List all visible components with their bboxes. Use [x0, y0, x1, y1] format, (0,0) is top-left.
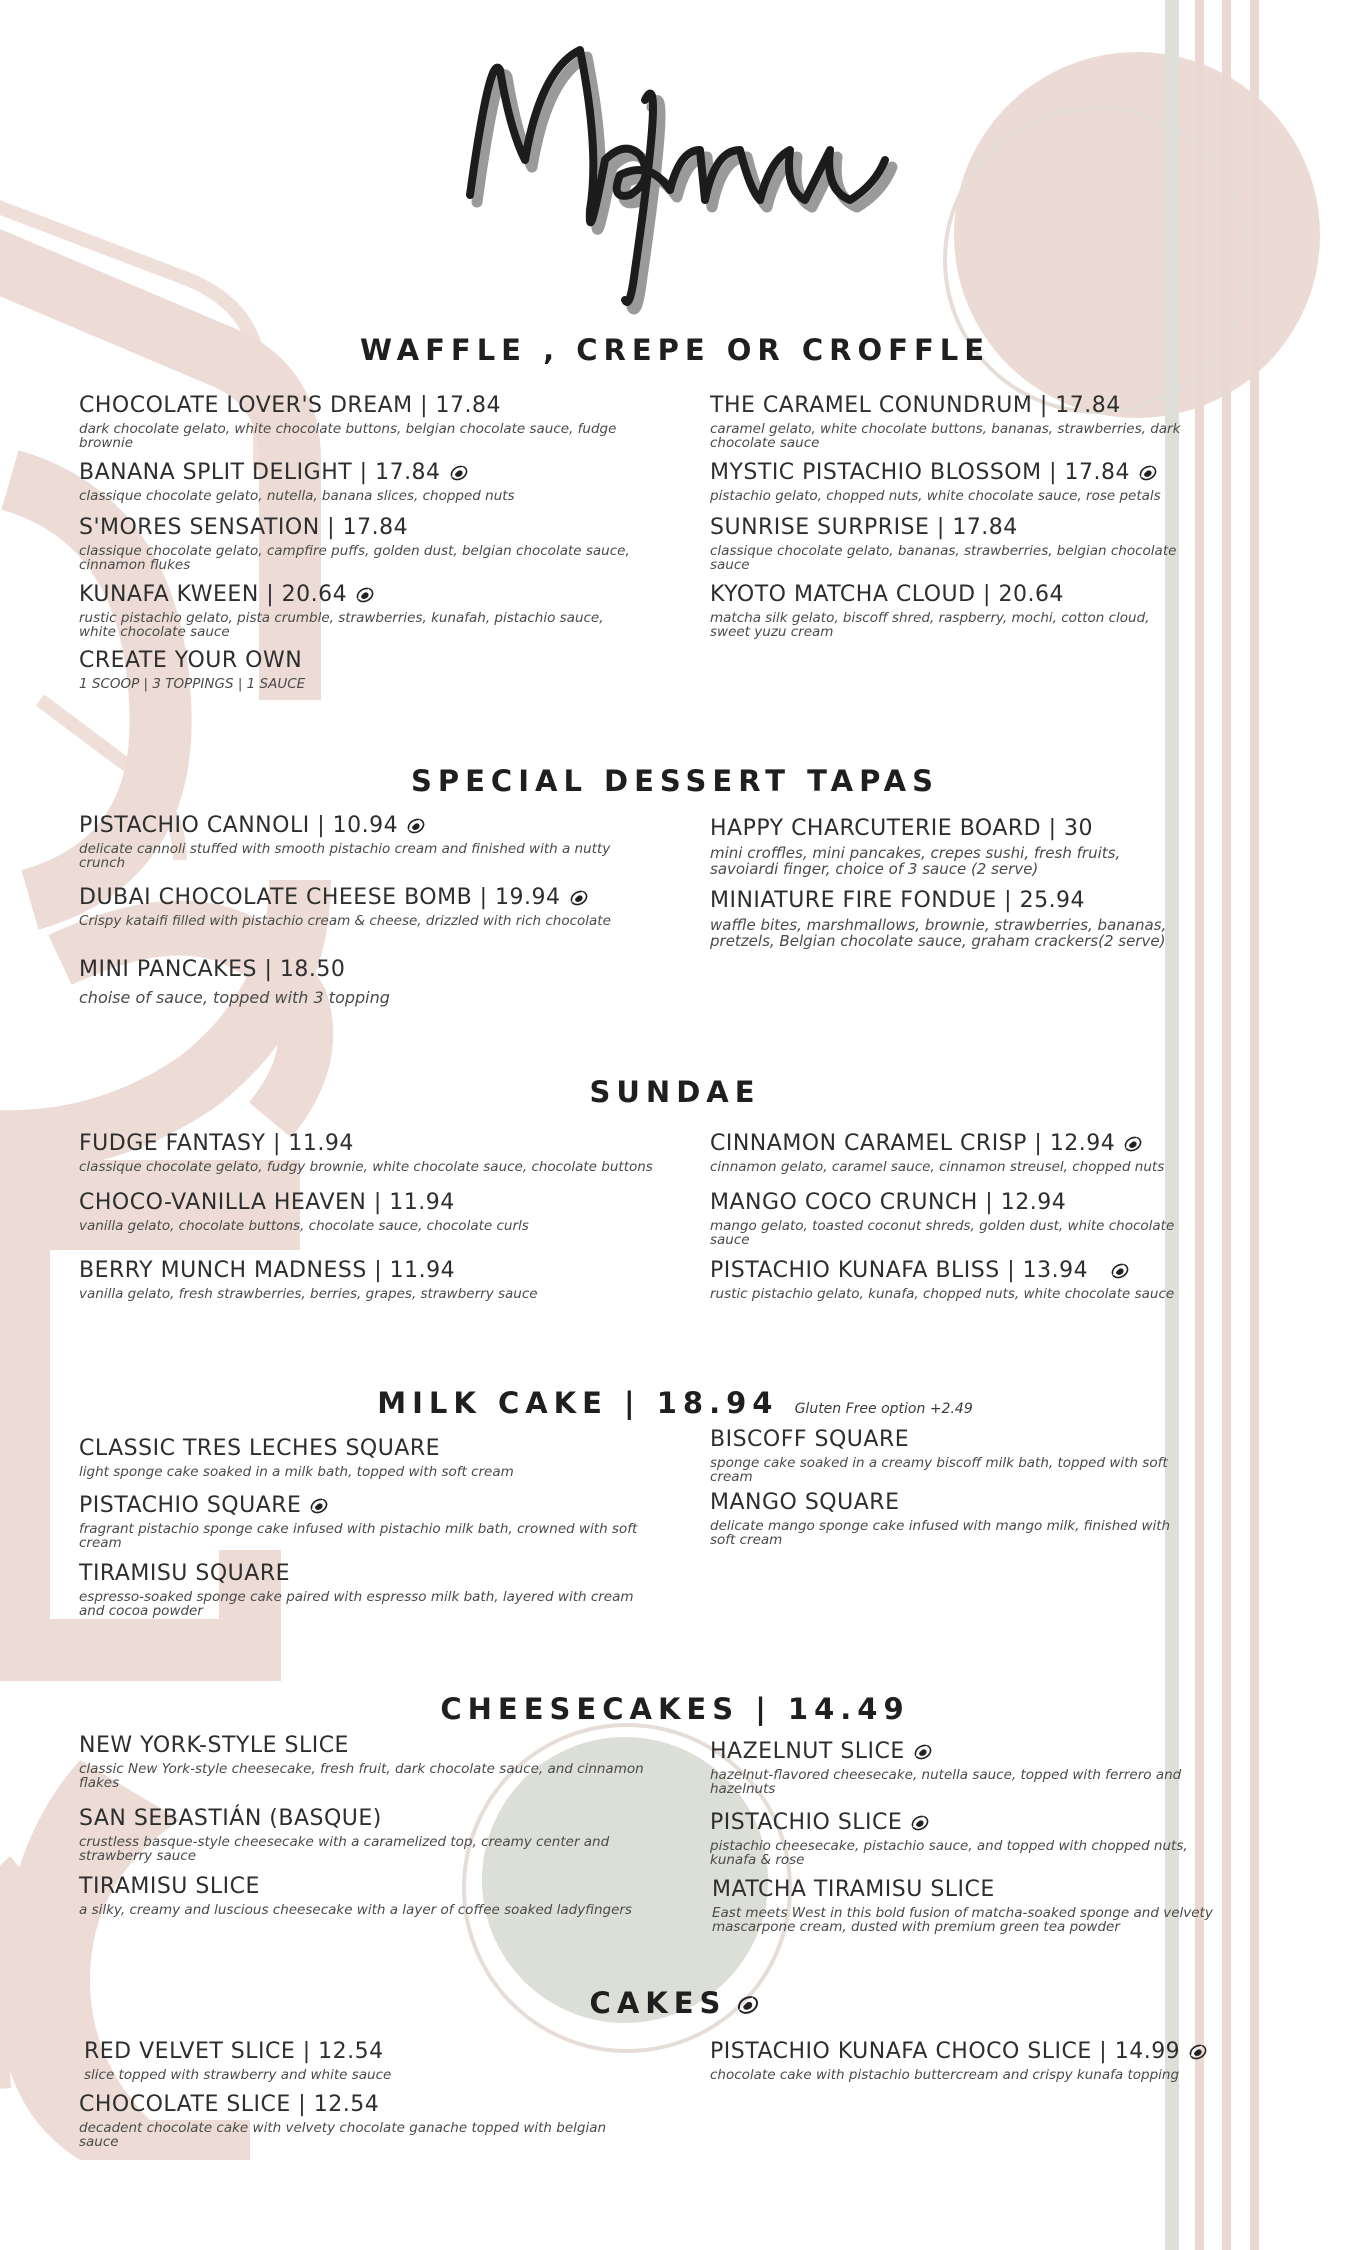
- milkcake-heading-text: MILK CAKE | 18.94: [377, 1386, 779, 1420]
- section-heading-waffle: WAFFLE , CREPE OR CROFFLE: [359, 333, 991, 367]
- item-name: BANANA SPLIT DELIGHT | 17.84: [79, 460, 441, 485]
- pistachio-nut-icon: [1188, 2042, 1208, 2062]
- menu-item: [79, 957, 639, 1007]
- menu-item: [79, 885, 639, 928]
- item-desc: rustic pistachio gelato, kunafa, chopped nuts, white chocolate sauce: [710, 1286, 1175, 1302]
- item-desc: caramel gelato, white chocolate buttons, bananas, strawberries, dark chocolate sauce: [710, 421, 1181, 451]
- item-name: SUNRISE SURPRISE | 17.84: [710, 515, 1018, 540]
- item-desc: rustic pistachio gelato, pista crumble, strawberries, kunafah, pistachio sauce, white chocolate sauce: [79, 610, 604, 640]
- menu-item: [79, 515, 639, 572]
- menu-item: [79, 1258, 679, 1301]
- item-desc: mini croffles, mini pancakes, crepes sushi, fresh fruits, savoiardi finger, choice of 3 sauce (2 serve): [710, 844, 1121, 878]
- menu-item: [79, 1561, 659, 1618]
- item-name: MANGO SQUARE: [710, 1490, 900, 1515]
- cakes-heading-text: CAKES: [589, 1986, 727, 2020]
- section-heading-milkcake: [0, 1386, 1350, 1420]
- menu-item: [79, 813, 639, 870]
- item-name: DUBAI CHOCOLATE CHEESE BOMB | 19.94: [79, 885, 561, 910]
- item-desc: classique chocolate gelato, campfire puffs, golden dust, belgian chocolate sauce, cinnamon flukes: [79, 543, 630, 573]
- pistachio-nut-icon: [1110, 1261, 1130, 1281]
- item-name: HAZELNUT SLICE: [710, 1739, 905, 1764]
- pistachio-nut-icon: [309, 1496, 329, 1516]
- item-name: THE CARAMEL CONUNDRUM | 17.84: [710, 393, 1121, 418]
- menu-item: [710, 1490, 1190, 1547]
- item-desc: waffle bites, marshmallows, brownie, strawberries, bananas, pretzels, Belgian chocolate sauce, graham crackers(2 serve): [710, 916, 1167, 950]
- menu-item: [710, 515, 1190, 572]
- item-name: TIRAMISU SQUARE: [79, 1561, 291, 1586]
- item-name: MINI PANCAKES | 18.50: [79, 957, 346, 982]
- menu-item: [79, 1436, 659, 1479]
- menu-item: [710, 816, 1190, 877]
- item-name: PISTACHIO SQUARE: [79, 1493, 302, 1518]
- section-heading-cheesecakes: CHEESECAKES | 14.49: [440, 1692, 910, 1726]
- item-name: SAN SEBASTIÁN (BASQUE): [79, 1806, 382, 1831]
- item-name: MANGO COCO CRUNCH | 12.94: [710, 1190, 1067, 1215]
- menu-item: [79, 1493, 659, 1550]
- menu-item: [710, 393, 1190, 450]
- item-desc: matcha silk gelato, biscoff shred, raspberry, mochi, cotton cloud, sweet yuzu cream: [710, 610, 1150, 640]
- item-name: PISTACHIO SLICE: [710, 1810, 903, 1835]
- menu-item: [710, 2039, 1230, 2082]
- menu-item: [79, 1733, 649, 1790]
- item-desc: choise of sauce, topped with 3 topping: [79, 988, 390, 1007]
- section-heading-tapas: SPECIAL DESSERT TAPAS: [410, 764, 939, 798]
- item-name: RED VELVET SLICE | 12.54: [84, 2039, 384, 2064]
- menu-item: [84, 2039, 644, 2082]
- item-desc: espresso-soaked sponge cake paired with espresso milk bath, layered with cream and cocoa powder: [79, 1589, 634, 1619]
- section-heading-sundae: SUNDAE: [589, 1075, 761, 1109]
- pistachio-nut-icon: [910, 1813, 930, 1833]
- menu-item: [79, 1874, 679, 1917]
- menu-item: [79, 1131, 679, 1174]
- item-name: BERRY MUNCH MADNESS | 11.94: [79, 1258, 456, 1283]
- pistachio-nut-icon: [736, 1993, 760, 2017]
- menu-item: [710, 1810, 1200, 1867]
- menu-item: [79, 582, 639, 639]
- menu-item: [710, 888, 1190, 949]
- item-name: MYSTIC PISTACHIO BLOSSOM | 17.84: [710, 460, 1130, 485]
- item-desc: East meets West in this bold fusion of matcha-soaked sponge and velvety mascarpone cream, dusted with premium green tea powder: [712, 1905, 1213, 1935]
- item-name: KUNAFA KWEEN | 20.64: [79, 582, 348, 607]
- item-desc: crustless basque-style cheesecake with a caramelized top, creamy center and strawberry sauce: [79, 1834, 610, 1864]
- pistachio-nut-icon: [569, 888, 589, 908]
- menu-item: [710, 1131, 1190, 1174]
- pistachio-nut-icon: [1123, 1134, 1143, 1154]
- item-name: HAPPY CHARCUTERIE BOARD | 30: [710, 816, 1093, 841]
- menu-item: [79, 2092, 639, 2149]
- item-name: CLASSIC TRES LECHES SQUARE: [79, 1436, 441, 1461]
- item-name: CHOCO-VANILLA HEAVEN | 11.94: [79, 1190, 455, 1215]
- item-desc: sponge cake soaked in a creamy biscoff milk bath, topped with soft cream: [710, 1455, 1168, 1485]
- pistachio-nut-icon: [449, 463, 469, 483]
- menu-item: [710, 1427, 1190, 1484]
- item-desc: classique chocolate gelato, bananas, strawberries, belgian chocolate sauce: [710, 543, 1177, 573]
- item-desc: vanilla gelato, chocolate buttons, chocolate sauce, chocolate curls: [79, 1218, 529, 1234]
- menu-item: [710, 460, 1190, 503]
- item-desc: cinnamon gelato, caramel sauce, cinnamon streusel, chopped nuts: [710, 1159, 1165, 1175]
- item-name: BISCOFF SQUARE: [710, 1427, 910, 1452]
- menu-item: [710, 1739, 1200, 1796]
- menu-item: [79, 393, 639, 450]
- menu-item: [710, 1190, 1190, 1247]
- item-name: S'MORES SENSATION | 17.84: [79, 515, 409, 540]
- item-desc: classique chocolate gelato, nutella, banana slices, chopped nuts: [79, 488, 515, 504]
- item-desc: light sponge cake soaked in a milk bath, topped with soft cream: [79, 1464, 514, 1480]
- item-desc: chocolate cake with pistachio buttercream and crispy kunafa topping: [710, 2067, 1180, 2083]
- item-name: PISTACHIO KUNAFA BLISS | 13.94: [710, 1258, 1089, 1283]
- item-desc: mango gelato, toasted coconut shreds, golden dust, white chocolate sauce: [710, 1218, 1175, 1248]
- menu-title-text: Menu: [430, 10, 433, 11]
- menu-item: [712, 1877, 1222, 1934]
- item-name: TIRAMISU SLICE: [79, 1874, 260, 1899]
- pistachio-nut-icon: [913, 1742, 933, 1762]
- item-name: CHOCOLATE SLICE | 12.54: [79, 2092, 380, 2117]
- menu-title: [430, 10, 950, 330]
- item-desc: fragrant pistachio sponge cake infused with pistachio milk bath, crowned with soft cream: [79, 1521, 638, 1551]
- pistachio-nut-icon: [1138, 463, 1158, 483]
- item-desc: slice topped with strawberry and white sauce: [84, 2067, 392, 2083]
- item-desc: pistachio cheesecake, pistachio sauce, and topped with chopped nuts, kunafa & rose: [710, 1838, 1188, 1868]
- menu-item: [79, 1190, 679, 1233]
- item-name: NEW YORK-STYLE SLICE: [79, 1733, 349, 1758]
- pistachio-nut-icon: [355, 585, 375, 605]
- item-desc: classique chocolate gelato, fudgy brownie, white chocolate sauce, chocolate buttons: [79, 1159, 653, 1175]
- menu-item: [79, 460, 639, 503]
- item-name: PISTACHIO KUNAFA CHOCO SLICE | 14.99: [710, 2039, 1181, 2064]
- item-name: FUDGE FANTASY | 11.94: [79, 1131, 354, 1156]
- item-desc: 1 SCOOP | 3 TOPPINGS | 1 SAUCE: [79, 676, 306, 692]
- item-name: CINNAMON CARAMEL CRISP | 12.94: [710, 1131, 1116, 1156]
- menu-item: [710, 1258, 1190, 1301]
- gluten-free-note: Gluten Free option +2.49: [794, 1401, 973, 1417]
- item-desc: hazelnut-flavored cheesecake, nutella sauce, topped with ferrero and hazelnuts: [710, 1767, 1182, 1797]
- item-desc: classic New York-style cheesecake, fresh fruit, dark chocolate sauce, and cinnamon flakes: [79, 1761, 644, 1791]
- item-desc: delicate mango sponge cake infused with mango milk, finished with soft cream: [710, 1518, 1171, 1548]
- item-name: MINIATURE FIRE FONDUE | 25.94: [710, 888, 1086, 913]
- item-desc: decadent chocolate cake with velvety chocolate ganache topped with belgian sauce: [79, 2120, 607, 2150]
- item-desc: a silky, creamy and luscious cheesecake with a layer of coffee soaked ladyfingers: [79, 1902, 632, 1918]
- item-name: PISTACHIO CANNOLI | 10.94: [79, 813, 399, 838]
- item-desc: delicate cannoli stuffed with smooth pistachio cream and finished with a nutty crunch: [79, 841, 611, 871]
- item-desc: vanilla gelato, fresh strawberries, berries, grapes, strawberry sauce: [79, 1286, 538, 1302]
- menu-item: [79, 648, 639, 691]
- item-name: MATCHA TIRAMISU SLICE: [712, 1877, 995, 1902]
- item-name: CHOCOLATE LOVER'S DREAM | 17.84: [79, 393, 502, 418]
- section-heading-cakes: [0, 1986, 1350, 2020]
- item-desc: Crispy kataifi filled with pistachio cream & cheese, drizzled with rich chocolate: [79, 913, 611, 929]
- menu-item: [710, 582, 1190, 639]
- item-desc: dark chocolate gelato, white chocolate buttons, belgian chocolate sauce, fudge brownie: [79, 421, 617, 451]
- item-name: KYOTO MATCHA CLOUD | 20.64: [710, 582, 1064, 607]
- menu-item: [79, 1806, 649, 1863]
- item-name: CREATE YOUR OWN: [79, 648, 303, 673]
- pistachio-nut-icon: [406, 816, 426, 836]
- item-desc: pistachio gelato, chopped nuts, white chocolate sauce, rose petals: [710, 488, 1161, 504]
